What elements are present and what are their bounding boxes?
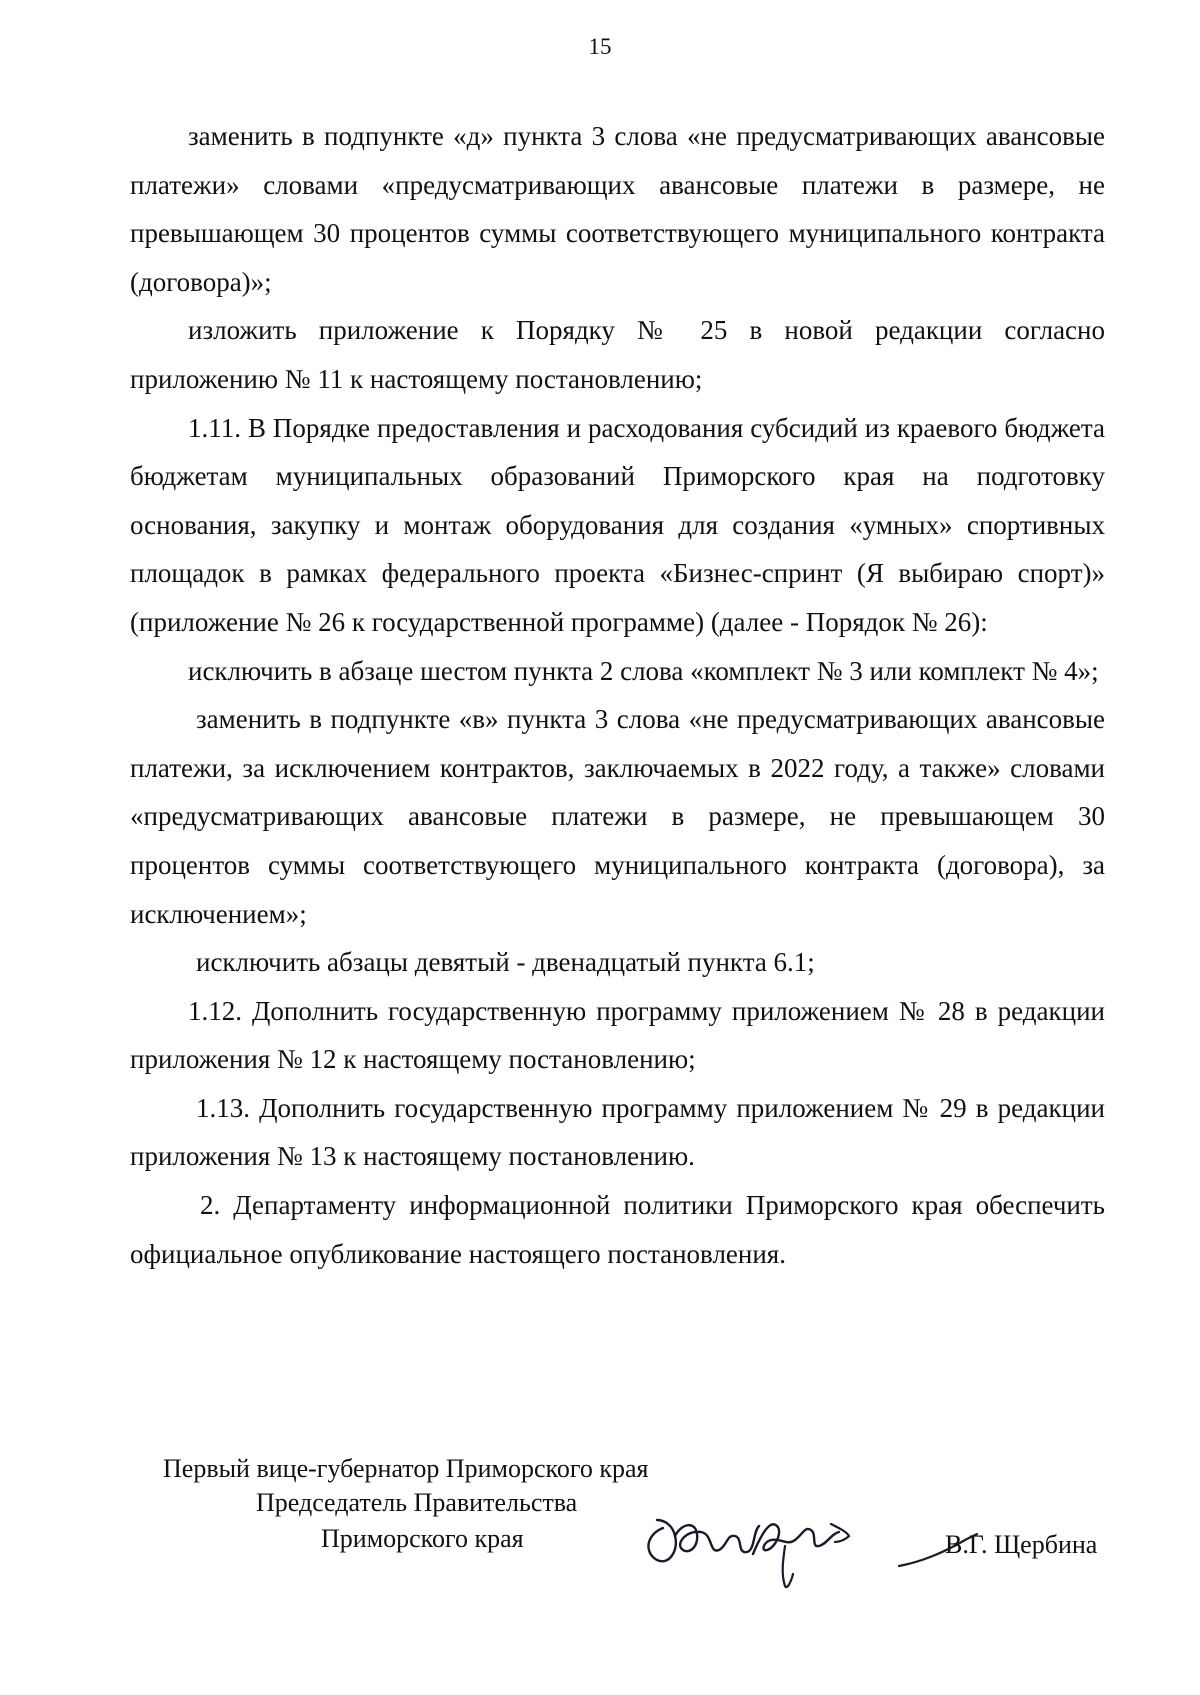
paragraph-exclude-abzac-6: исключить в абзаце шестом пункта 2 слова «комплект № 3 или комплект № 4»; — [188, 655, 1099, 686]
paragraph-appendix-25: изложить приложение к Порядку № 25 в новой редакции согласно приложению № 11 к настоящему постановлению; — [130, 315, 1105, 394]
signatory-name: В.Г. Щербина — [945, 1530, 1098, 1559]
page-number: 15 — [588, 34, 612, 59]
signatory-title-line-2: Председатель Правительства — [256, 1488, 578, 1517]
paragraph-1-13: 1.13. Дополнить государственную программу приложением № 29 в редакции приложения № 13 к настоящему постановлению. — [130, 1092, 1105, 1172]
handwritten-signature — [635, 1490, 875, 1600]
signatory-title-line-3: Приморского края — [321, 1524, 524, 1553]
paragraph-replace-subpoint-d: заменить в подпункте «д» пункта 3 слова «не предусматривающих авансовые платежи» словами «предусматривающих авансовые платежи в размере, не превышающем 30 процентов суммы соответствующего муниципального контракта (договора)»; — [130, 121, 1105, 297]
signatory-title-line-1: Первый вице-губернатор Приморского края — [163, 1454, 649, 1483]
paragraph-exclude-abzacy: исключить абзацы девятый - двенадцатый пункта 6.1; — [196, 947, 815, 978]
paragraph-replace-subpoint-v: заменить в подпункте «в» пункта 3 слова «не предусматривающих авансовые платежи, за исключением контрактов, заключаемых в 2022 году, а также» словами «предусматривающих авансовые платежи в размере, не превышающем 30 процентов суммы соответствующего муниципального контракта (договора), за исключением»; — [130, 704, 1105, 929]
signature-block — [0, 1452, 1200, 1612]
paragraph-1-11: 1.11. В Порядке предоставления и расходования субсидий из краевого бюджета бюджетам муниципальных образований Приморского края на подготовку основания, закупку и монтаж оборудования для создания «умных» спортивных площадок в рамках федерального проекта «Бизнес-спринт (Я выбираю спорт)» (приложение № 26 к государственной программе) (далее - Порядок № 26): — [130, 412, 1105, 637]
document-body — [130, 112, 1105, 1278]
paragraph-2: 2. Департаменту информационной политики Приморского края обеспечить официальное опубликование настоящего постановления. — [130, 1190, 1105, 1269]
paragraph-1-12: 1.12. Дополнить государственную программу приложением № 28 в редакции приложения № 12 к настоящему постановлению; — [130, 995, 1105, 1075]
